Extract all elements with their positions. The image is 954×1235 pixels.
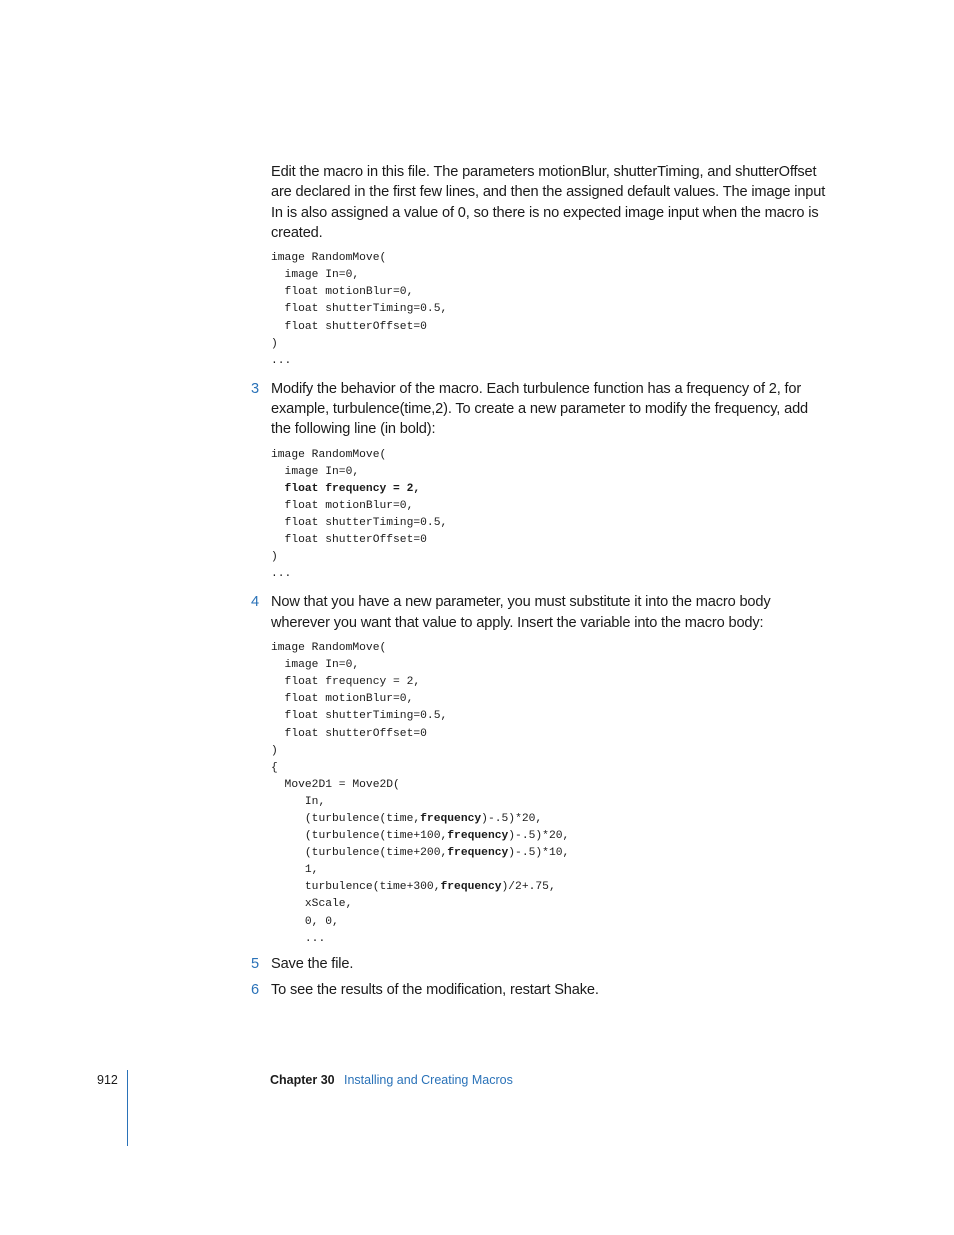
step-text: Modify the behavior of the macro. Each turbulence function has a frequency of 2, for example, turbulence(time,2). To create a new parameter to modify the frequency, add the following line (in bold): [271, 380, 808, 438]
step-5 [251, 954, 831, 974]
code-line: ... [271, 568, 292, 581]
code-line: (turbulence(time+200,frequency)-.5)*10, [271, 847, 570, 860]
code-line: In, [271, 795, 326, 808]
step-number: 5 [251, 955, 260, 972]
code-line: 1, [271, 864, 319, 877]
code-line: float shutterOffset=0 [271, 727, 427, 740]
code-line: float motionBlur=0, [271, 500, 414, 513]
code-line: Move2D1 = Move2D( [271, 778, 400, 791]
code-line: ) [271, 551, 278, 564]
page-content [251, 162, 831, 1000]
code-line-bold: float frequency = 2, [271, 482, 421, 495]
step-text: Now that you have a new parameter, you must substitute it into the macro body wherever you want that value to apply. Insert the variable into the macro body: [271, 594, 771, 631]
code-line: float motionBlur=0, [271, 286, 414, 299]
code-line: float motionBlur=0, [271, 693, 414, 706]
code-line: float shutterOffset=0 [271, 320, 427, 333]
code-line: float shutterOffset=0 [271, 534, 427, 547]
code-line: image In=0, [271, 659, 360, 672]
code-line: float shutterTiming=0.5, [271, 517, 448, 530]
code-line: float frequency = 2, [271, 676, 421, 689]
code-line: image In=0, [271, 269, 360, 282]
step-text: Save the file. [271, 955, 354, 972]
step-number: 3 [251, 380, 260, 397]
chapter-label: Chapter 30 [270, 1073, 335, 1087]
code-block-1 [271, 250, 831, 370]
code-line: image RandomMove( [271, 252, 387, 265]
code-block-3 [271, 640, 831, 948]
step-text: To see the results of the modification, restart Shake. [271, 982, 599, 999]
code-line: float shutterTiming=0.5, [271, 303, 448, 316]
code-block-2 [271, 447, 831, 584]
intro-paragraph: Edit the macro in this file. The parameters motionBlur, shutterTiming, and shutterOffset are declared in the first few lines, and then the assigned default values. The image input In is also assigned a value of 0, so there is no expected image input when the macro is created. [271, 164, 826, 241]
code-line: ) [271, 337, 278, 350]
page-number: 912 [97, 1073, 118, 1087]
code-line: float shutterTiming=0.5, [271, 710, 448, 723]
code-line: image RandomMove( [271, 448, 387, 461]
step-number: 4 [251, 594, 260, 611]
code-line: (turbulence(time+100,frequency)-.5)*20, [271, 830, 570, 843]
code-line: turbulence(time+300,frequency)/2+.75, [271, 881, 556, 894]
step-3 [251, 379, 831, 440]
code-line: xScale, [271, 898, 353, 911]
code-line: (turbulence(time,frequency)-.5)*20, [271, 813, 543, 826]
chapter-title: Installing and Creating Macros [344, 1073, 513, 1087]
step-4 [251, 592, 831, 633]
code-line: image RandomMove( [271, 642, 387, 655]
step-6 [251, 980, 831, 1000]
code-line: image In=0, [271, 465, 360, 478]
code-line: ) [271, 744, 278, 757]
code-line: { [271, 761, 278, 774]
step-number: 6 [251, 982, 260, 999]
code-line: ... [271, 932, 326, 945]
code-line: ... [271, 354, 292, 367]
footer-divider [127, 1070, 128, 1146]
code-line: 0, 0, [271, 915, 339, 928]
